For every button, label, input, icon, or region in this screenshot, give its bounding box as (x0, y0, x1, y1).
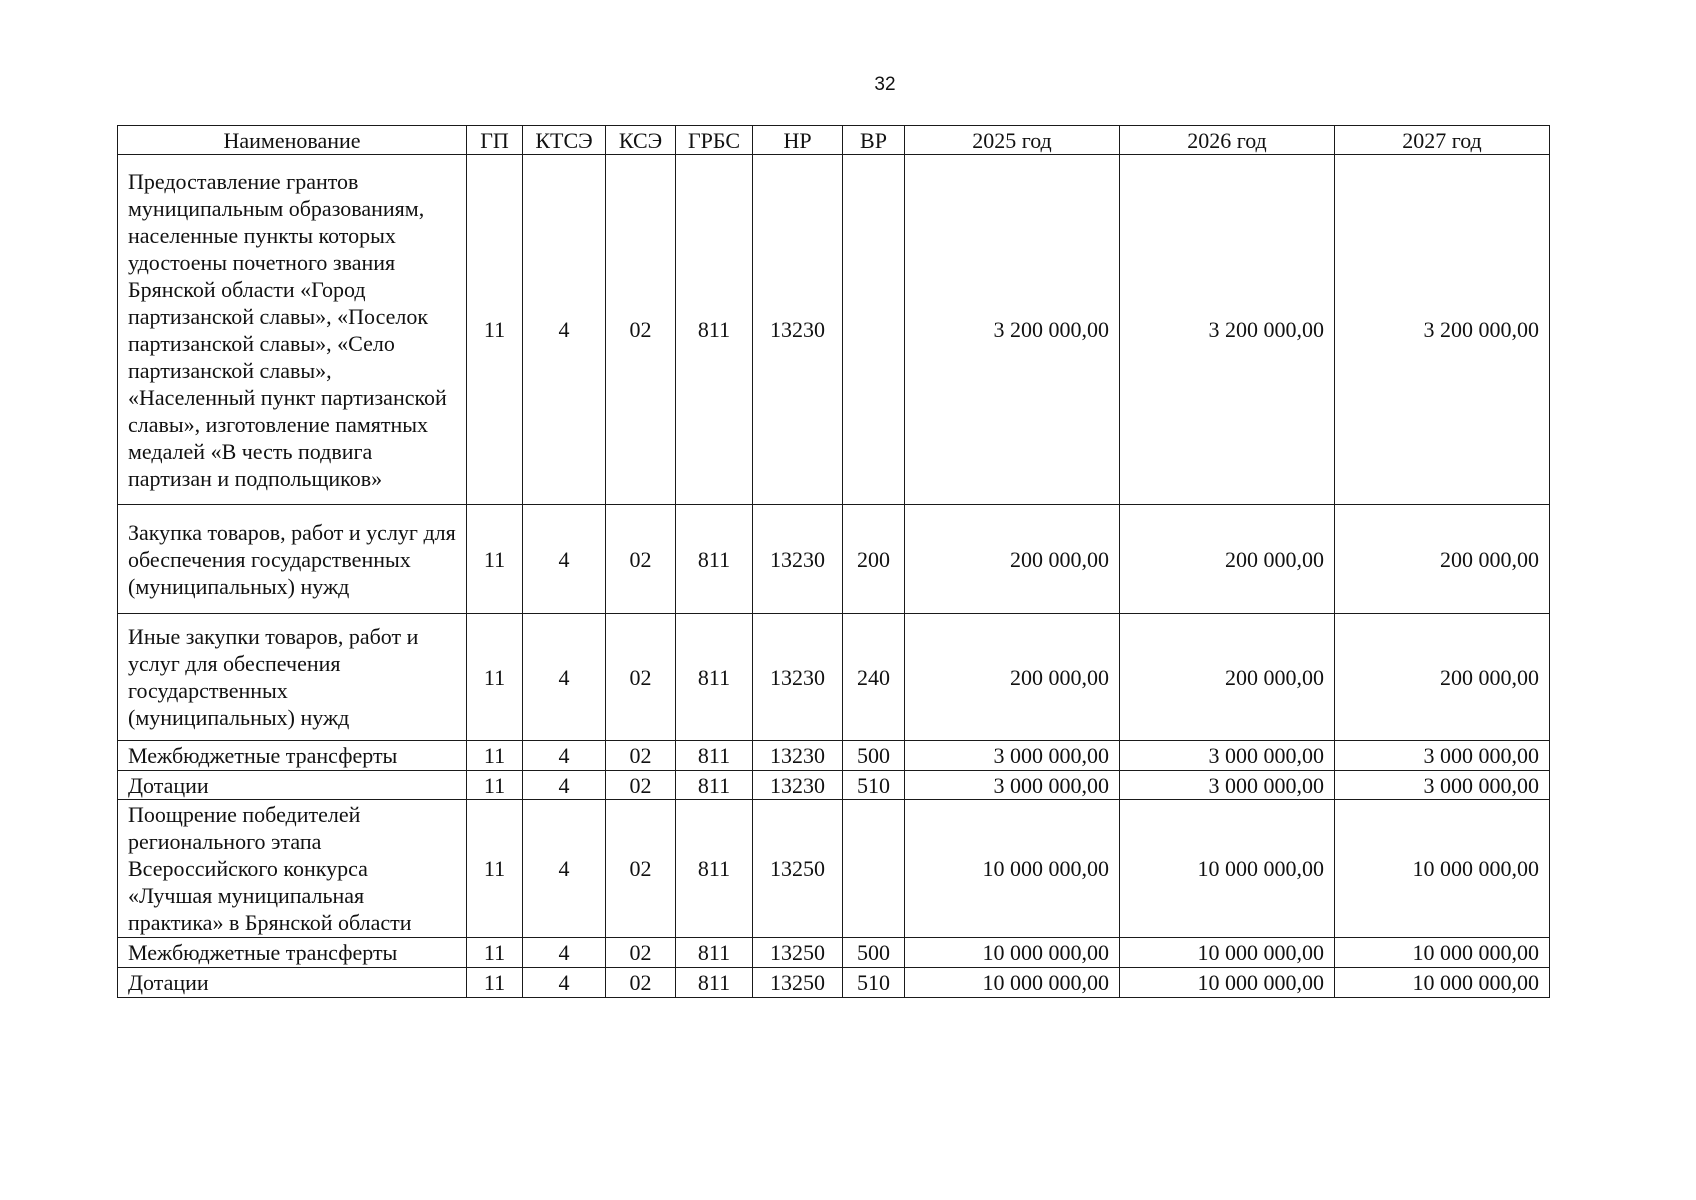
row-2026: 10 000 000,00 (1120, 968, 1335, 998)
header-ktse: КТСЭ (523, 126, 606, 155)
row-2026: 3 000 000,00 (1120, 771, 1335, 800)
row-kse: 02 (606, 938, 676, 968)
row-nr: 13250 (753, 968, 843, 998)
table-row (118, 741, 1550, 771)
row-2027: 3 000 000,00 (1335, 771, 1550, 800)
row-grbs: 811 (676, 800, 753, 938)
row-nr: 13230 (753, 155, 843, 505)
row-2026: 10 000 000,00 (1120, 800, 1335, 938)
row-gp: 11 (467, 155, 523, 505)
row-name: Иные закупки товаров, работ и услуг для обеспечения государственных (муниципальных) нужд (118, 614, 467, 741)
row-name: Поощрение победителей регионального этапа Всероссийского конкурса «Лучшая муниципальная практика» в Брянской области (118, 800, 467, 938)
row-gp: 11 (467, 771, 523, 800)
row-grbs: 811 (676, 505, 753, 614)
row-2025: 10 000 000,00 (905, 968, 1120, 998)
row-2026: 10 000 000,00 (1120, 938, 1335, 968)
row-name: Межбюджетные трансферты (118, 741, 467, 771)
row-kse: 02 (606, 741, 676, 771)
row-vr: 240 (843, 614, 905, 741)
row-nr: 13230 (753, 741, 843, 771)
row-ktse: 4 (523, 938, 606, 968)
table-row (118, 800, 1550, 938)
row-kse: 02 (606, 155, 676, 505)
header-name: Наименование (118, 126, 467, 155)
header-gp: ГП (467, 126, 523, 155)
row-kse: 02 (606, 614, 676, 741)
header-vr: ВР (843, 126, 905, 155)
row-vr: 200 (843, 505, 905, 614)
row-name: Межбюджетные трансферты (118, 938, 467, 968)
row-2026: 3 200 000,00 (1120, 155, 1335, 505)
row-name: Дотации (118, 968, 467, 998)
row-gp: 11 (467, 505, 523, 614)
page-number: 32 (874, 74, 896, 95)
row-ktse: 4 (523, 505, 606, 614)
row-vr: 510 (843, 771, 905, 800)
row-kse: 02 (606, 505, 676, 614)
row-2027: 10 000 000,00 (1335, 968, 1550, 998)
row-ktse: 4 (523, 155, 606, 505)
table-row (118, 505, 1550, 614)
header-kse: КСЭ (606, 126, 676, 155)
row-ktse: 4 (523, 771, 606, 800)
row-2026: 200 000,00 (1120, 505, 1335, 614)
header-2026: 2026 год (1120, 126, 1335, 155)
header-2027: 2027 год (1335, 126, 1550, 155)
row-2025: 200 000,00 (905, 505, 1120, 614)
row-vr: 500 (843, 938, 905, 968)
header-grbs: ГРБС (676, 126, 753, 155)
row-kse: 02 (606, 771, 676, 800)
row-gp: 11 (467, 800, 523, 938)
row-2025: 3 200 000,00 (905, 155, 1120, 505)
row-nr: 13230 (753, 614, 843, 741)
row-vr (843, 155, 905, 505)
row-gp: 11 (467, 968, 523, 998)
row-kse: 02 (606, 968, 676, 998)
row-vr: 510 (843, 968, 905, 998)
row-vr: 500 (843, 741, 905, 771)
row-nr: 13230 (753, 771, 843, 800)
table-row (118, 771, 1550, 800)
header-row (118, 126, 1550, 155)
row-2025: 3 000 000,00 (905, 771, 1120, 800)
row-ktse: 4 (523, 800, 606, 938)
row-ktse: 4 (523, 614, 606, 741)
row-2026: 200 000,00 (1120, 614, 1335, 741)
row-2027: 200 000,00 (1335, 505, 1550, 614)
row-grbs: 811 (676, 771, 753, 800)
row-2025: 3 000 000,00 (905, 741, 1120, 771)
row-nr: 13230 (753, 505, 843, 614)
row-2027: 10 000 000,00 (1335, 800, 1550, 938)
row-2027: 200 000,00 (1335, 614, 1550, 741)
row-grbs: 811 (676, 614, 753, 741)
row-name: Дотации (118, 771, 467, 800)
row-2026: 3 000 000,00 (1120, 741, 1335, 771)
row-2027: 3 200 000,00 (1335, 155, 1550, 505)
table-row (118, 614, 1550, 741)
row-2025: 200 000,00 (905, 614, 1120, 741)
table-row (118, 155, 1550, 505)
row-vr (843, 800, 905, 938)
table-row (118, 938, 1550, 968)
row-2025: 10 000 000,00 (905, 800, 1120, 938)
row-nr: 13250 (753, 938, 843, 968)
row-gp: 11 (467, 741, 523, 771)
header-nr: НР (753, 126, 843, 155)
row-grbs: 811 (676, 968, 753, 998)
header-2025: 2025 год (905, 126, 1120, 155)
row-2027: 3 000 000,00 (1335, 741, 1550, 771)
row-gp: 11 (467, 938, 523, 968)
row-2025: 10 000 000,00 (905, 938, 1120, 968)
row-name: Закупка товаров, работ и услуг для обеспечения государственных (муниципальных) нужд (118, 505, 467, 614)
row-name: Предоставление грантов муниципальным образованиям, населенные пункты которых удостоены почетного звания Брянской области «Город партизанской славы», «Поселок партизанской славы», «Село партизанской славы», «Населенный пункт партизанской славы», изготовление памятных медалей «В честь подвига партизан и подпольщиков» (118, 155, 467, 505)
row-grbs: 811 (676, 741, 753, 771)
row-grbs: 811 (676, 938, 753, 968)
row-ktse: 4 (523, 741, 606, 771)
row-grbs: 811 (676, 155, 753, 505)
row-2027: 10 000 000,00 (1335, 938, 1550, 968)
row-ktse: 4 (523, 968, 606, 998)
row-kse: 02 (606, 800, 676, 938)
budget-table (117, 125, 1550, 998)
row-nr: 13250 (753, 800, 843, 938)
table-row (118, 968, 1550, 998)
row-gp: 11 (467, 614, 523, 741)
